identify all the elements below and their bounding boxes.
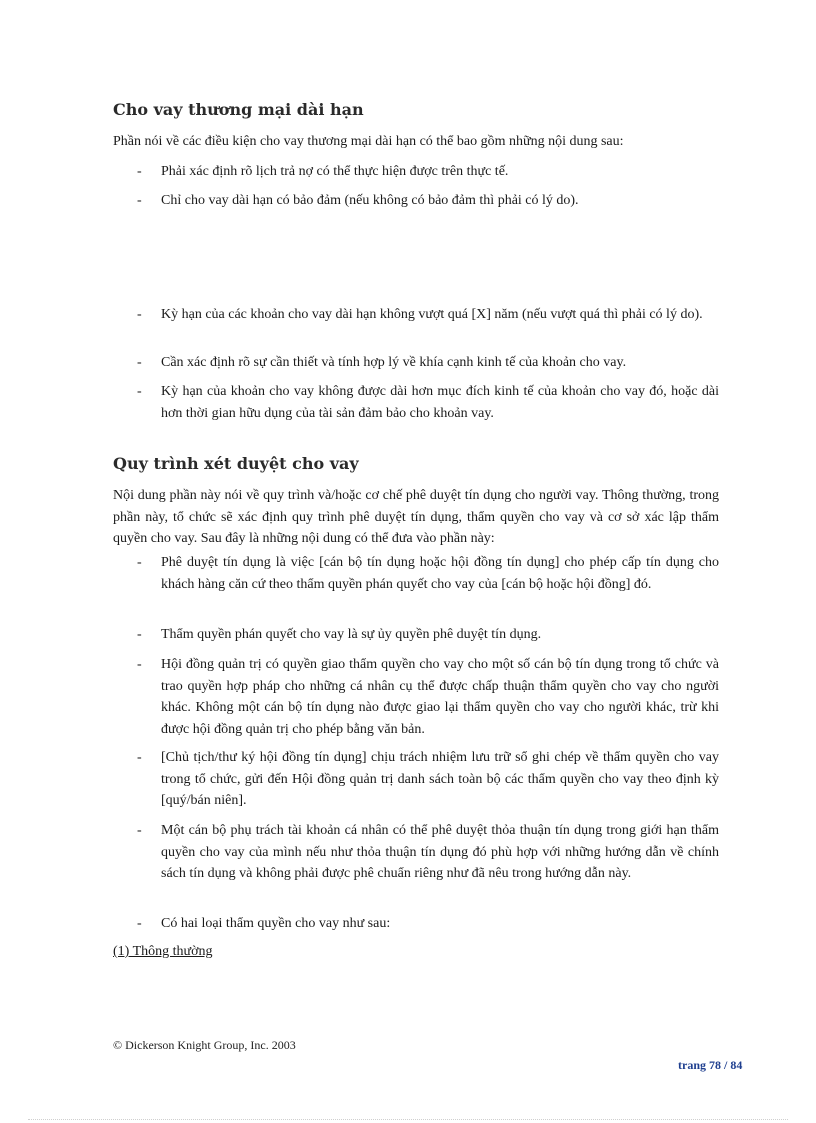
- dash-bullet: -: [137, 164, 142, 179]
- dash-bullet: -: [137, 916, 142, 931]
- list-item: [113, 747, 719, 812]
- section-intro-paragraph: Phần nói về các điều kiện cho vay thương mại dài hạn có thể bao gồm những nội dung sau:: [113, 134, 624, 149]
- footer-copyright: © Dickerson Knight Group, Inc. 2003: [113, 1038, 296, 1052]
- footer-page-number: trang 78 / 84: [678, 1058, 743, 1072]
- section-heading-long-term-loans: Cho vay thương mại dài hạn: [113, 100, 364, 119]
- dash-bullet: -: [137, 555, 142, 570]
- list-item-text: Cần xác định rõ sự cần thiết và tính hợp lý về khía cạnh kinh tế của khoản cho vay.: [161, 355, 627, 370]
- list-item-text: [Chủ tịch/thư ký hội đồng tín dụng] chịu trách nhiệm lưu trữ sổ ghi chép về thẩm quyền cho vay trong tổ chức, gửi đến Hội đồng quản trị danh sách toàn bộ các thẩm quyền cho vay theo định kỳ [quý/bán niên].: [161, 750, 719, 808]
- list-item-text: Kỳ hạn của các khoản cho vay dài hạn không vượt quá [X] năm (nếu vượt quá thì phải có lý do).: [161, 307, 703, 322]
- list-item: [113, 654, 719, 740]
- list-item: [113, 913, 719, 935]
- list-item: [113, 304, 719, 326]
- list-item-text: Hội đồng quản trị có quyền giao thẩm quyền cho vay cho một số cán bộ tín dụng trong tổ chức và trao quyền hợp pháp cho những cá nhân cụ thể được chấp thuận thẩm quyền cho vay cho người khác. Không một cán bộ tín dụng nào được giao lại thẩm quyền cho vay cho người khác, trừ khi được hội đồng quản trị cho phép bằng văn bản.: [161, 657, 719, 737]
- dash-bullet: -: [137, 384, 142, 399]
- list-item-text: Kỳ hạn của khoản cho vay không được dài hơn mục đích kinh tế của khoản cho vay đó, hoặc dài hơn thời gian hữu dụng của tài sản đảm bảo cho khoản vay.: [161, 384, 719, 421]
- list-item: [113, 161, 719, 183]
- dash-bullet: -: [137, 355, 142, 370]
- list-item-text: Một cán bộ phụ trách tài khoản cá nhân có thể phê duyệt thỏa thuận tín dụng trong giới hạn thẩm quyền cho vay của mình nếu như thỏa thuận tín dụng đó phù hợp với những hướng dẫn về chính sách tín dụng và không phải được phê chuẩn riêng như đã nêu trong hướng dẫn này.: [161, 823, 719, 881]
- dash-bullet: -: [137, 657, 142, 672]
- list-item-text: Có hai loại thẩm quyền cho vay như sau:: [161, 916, 391, 931]
- list-item: [113, 820, 719, 885]
- list-item: [113, 381, 719, 424]
- footer-divider: [28, 1119, 788, 1120]
- list-item-text: Phê duyệt tín dụng là việc [cán bộ tín dụng hoặc hội đồng tín dụng] cho phép cấp tín dụng cho khách hàng căn cứ theo thẩm quyền phán quyết cho vay của [cán bộ hoặc hội đồng] đó.: [161, 555, 719, 592]
- list-item-text: Phải xác định rõ lịch trả nợ có thể thực hiện được trên thực tế.: [161, 164, 509, 179]
- list-item: [113, 624, 719, 646]
- section-heading-loan-approval-process: Quy trình xét duyệt cho vay: [113, 454, 359, 473]
- dash-bullet: -: [137, 823, 142, 838]
- list-item-text: Thẩm quyền phán quyết cho vay là sự ủy quyền phê duyệt tín dụng.: [161, 627, 542, 642]
- list-item: [113, 552, 719, 595]
- list-item: [113, 352, 719, 374]
- dash-bullet: -: [137, 627, 142, 642]
- list-item-text: Chỉ cho vay dài hạn có bảo đảm (nếu không có bảo đảm thì phải có lý do).: [161, 193, 579, 208]
- dash-bullet: -: [137, 307, 142, 322]
- dash-bullet: -: [137, 193, 142, 208]
- list-item: [113, 190, 719, 212]
- sublabel-normal: (1) Thông thường: [113, 944, 213, 959]
- section-intro-paragraph: Nội dung phần này nói về quy trình và/hoặc cơ chế phê duyệt tín dụng cho người vay. Thông thường, trong phần này, tổ chức sẽ xác định quy trình phê duyệt tín dụng, thẩm quyền cho vay và cơ sở xác lập thẩm quyền cho vay. Sau đây là những nội dung có thể đưa vào phần này:: [113, 488, 719, 546]
- dash-bullet: -: [137, 750, 142, 765]
